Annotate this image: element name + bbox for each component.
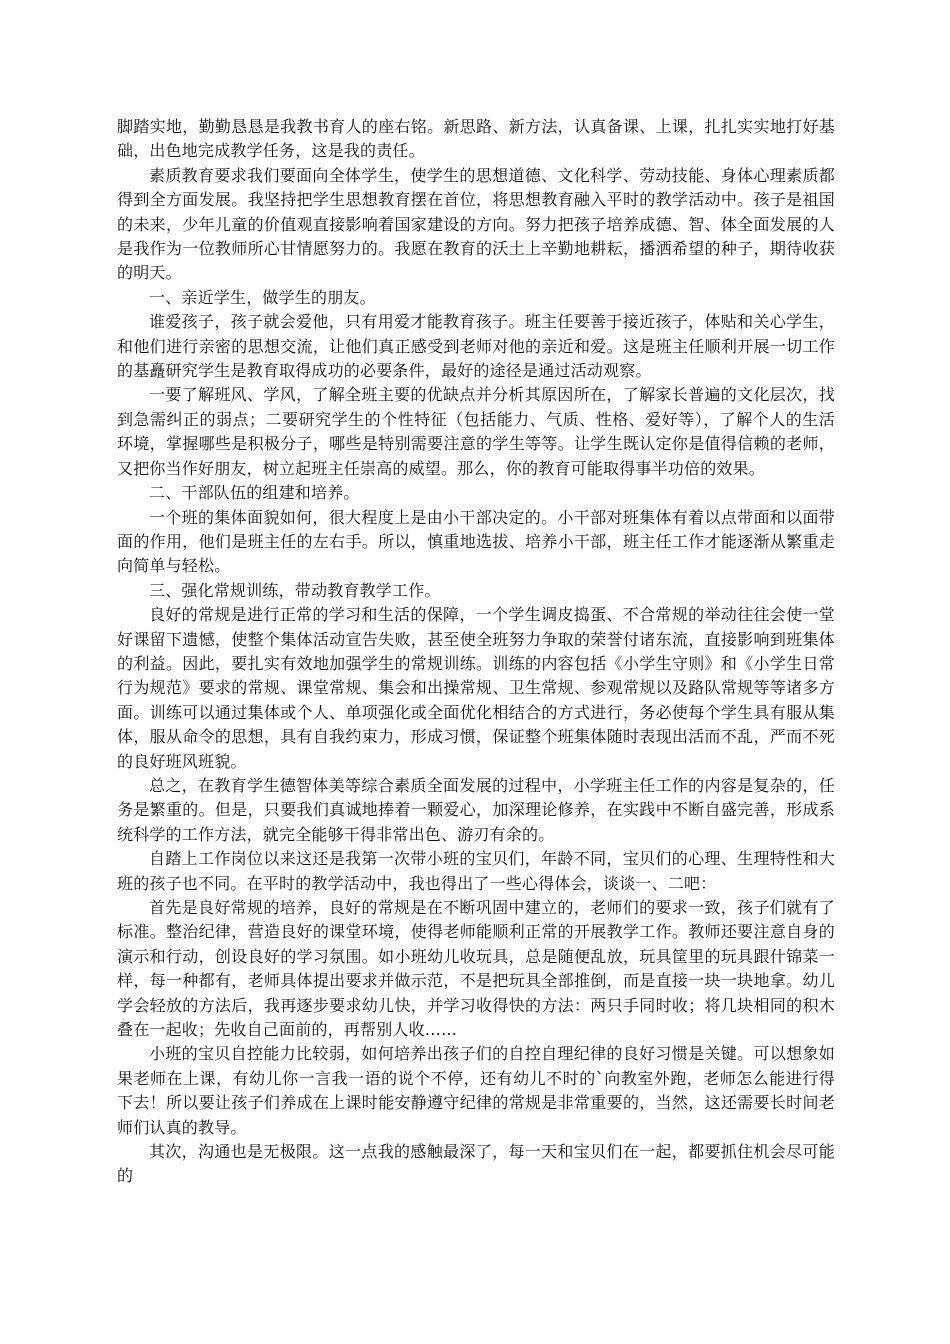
section-heading-3: 三、强化常规训练，带动教育教学工作。: [149, 580, 441, 600]
paragraph-4: 一要了解班风、学风，了解全班主要的优缺点并分析其原因所在，了解家长普遍的文化层次，找到急需纠正的弱点；二要研究学生的个性特征（包括能力、气质、性格、爱好等），了解个人的生活环境，掌握哪些是积极分子，哪些是特别需要注意的学生等等。让学生既认定你是值得信赖的老师，又把你当作好朋友，树立起班主任崇高的威望。那么，你的教育可能取得事半功倍的效果。: [117, 385, 835, 478]
section-heading-2: 二、干部队伍的组建和培养。: [149, 483, 360, 503]
paragraph-5: 一个班的集体面貌如何，很大程度上是由小干部决定的。小干部对班集体有着以点带面和以面带面的作用，他们是班主任的左右手。所以，慎重地选拔、培养小干部，班主任工作才能逐渐从繁重走向简单与轻松。: [117, 507, 835, 576]
paragraph-11: 其次，沟通也是无极限。这一点我的感触最深了，每一天和宝贝们在一起，都要抓住机会尽可能的: [117, 1142, 835, 1186]
paragraph-6: 良好的常规是进行正常的学习和生活的保障，一个学生调皮捣蛋、不合常规的举动往往会使一堂好课留下遗憾，使整个集体活动宣告失败，甚至使全班努力争取的荣誉付诸东流，直接影响到班集体的利益。因此，要扎实有效地加强学生的常规训练。训练的内容包括《小学生守则》和《小学生日常行为规范》要求的常规、课堂常规、集会和出操常规、卫生常规、参观常规以及路队常规等等诸多方面。训练可以通过集体或个人、单项强化或全面优化相结合的方式进行，务必使每个学生具有服从集体，服从命令的思想，具有自我约束力，形成习惯，保证整个班集体随时表现出活而不乱，严而不死的良好班风班貌。: [117, 605, 835, 771]
paragraph-1: 脚踏实地，勤勤恳恳是我教书育人的座右铭。新思路、新方法，认真备课、上课，扎扎实实地打好基础，出色地完成教学任务，这是我的责任。: [117, 117, 835, 161]
paragraph-8: 自踏上工作岗位以来这还是我第一次带小班的宝贝们，年龄不同，宝贝们的心理、生理特性和大班的孩子也不同。在平时的教学活动中，我也得出了一些心得体会，谈谈一、二吧：: [117, 849, 835, 893]
paragraph-3: 谁爱孩子，孩子就会爱他，只有用爱才能教育孩子。班主任要善于接近孩子，体贴和关心学生，和他们进行亲密的思想交流，让他们真正感受到老师对他的亲近和爱。这是班主任顺利开展一切工作的基矗研究学生是教育取得成功的必要条件，最好的途径是通过活动观察。: [117, 312, 835, 381]
paragraph-9: 首先是良好常规的培养，良好的常规是在不断巩固中建立的，老师们的要求一致，孩子们就有了标准。整治纪律，营造良好的课堂环境，使得老师能顺利正常的开展教学工作。教师还要注意自身的演示和行动，创设良好的学习氛围。如小班幼儿收玩具，总是随便乱放，玩具筐里的玩具跟什锦菜一样，每一种都有，老师具体提出要求并做示范，不是把玩具全部推倒，而是直接一块一块地拿。幼儿学会轻放的方法后，我再逐步要求幼儿快，并学习收得快的方法：两只手同时收；将几块相同的积木叠在一起收；先收自己面前的，再帮别人收……: [117, 898, 835, 1040]
paragraph-7: 总之，在教育学生德智体美等综合素质全面发展的过程中，小学班主任工作的内容是复杂的，任务是繁重的。但是，只要我们真诚地捧着一颗爱心，加深理论修养，在实践中不断自盛完善，形成系统科学的工作方法，就完全能够干得非常出色、游刃有余的。: [117, 775, 835, 844]
section-heading-1: 一、亲近学生，做学生的朋友。: [149, 287, 376, 307]
document-body: [117, 115, 835, 1189]
paragraph-2: 素质教育要求我们要面向全体学生，使学生的思想道德、文化科学、劳动技能、身体心理素质都得到全方面发展。我坚持把学生思想教育摆在首位，将思想教育融入平时的教学活动中。孩子是祖国的未来，少年儿童的价值观直接影响着国家建设的方向。努力把孩子培养成德、智、体全面发展的人是我作为一位教师所心甘情愿努力的。我愿在教育的沃土上辛勤地耕耘，播洒希望的种子，期待收获的明天。: [117, 165, 835, 283]
paragraph-10: 小班的宝贝自控能力比较弱，如何培养出孩子们的自控自理纪律的良好习惯是关键。可以想象如果老师在上课，有幼儿你一言我一语的说个不停，还有幼儿不时的`向教室外跑，老师怎么能进行得下去！所以要让孩子们养成在上课时能安静遵守纪律的常规是非常重要的，当然，这还需要长时间老师们认真的教导。: [117, 1044, 835, 1137]
